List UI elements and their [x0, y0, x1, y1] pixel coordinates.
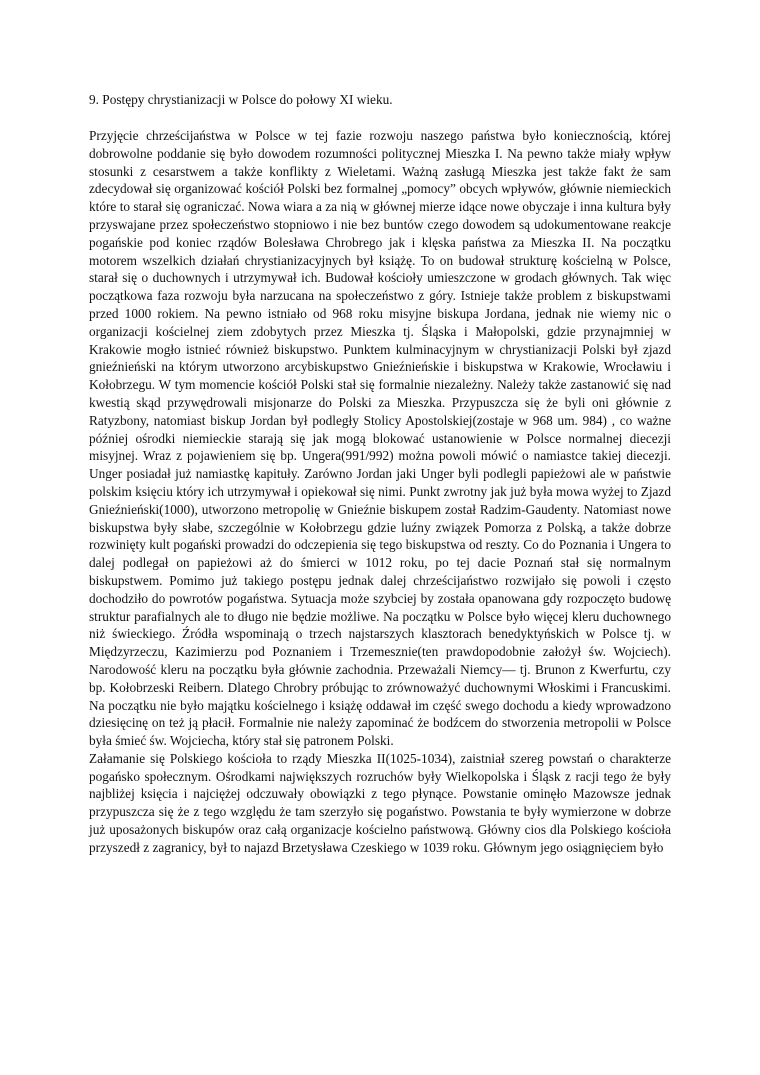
- body-paragraph-1: Przyjęcie chrześcijaństwa w Polsce w tej fazie rozwoju naszego państwa było koniecznością, której dobrowolne poddanie się było dowodem rozumności politycznej Mieszka I. Na pewno także miały wpływ stosunki z cesarstwem a także konflikty z Wieletami. Ważną zasługą Mieszka jest także fakt że sam zdecydował się organizować kościół Polski bez formalnej „pomocy” obcych wpływów, głównie niemieckich które to starał się ograniczać. Nowa wiara a za nią w głównej mierze idące nowe obyczaje i inna kultura były przyswajane przez społeczeństwo stopniowo i nie bez buntów czego dowodem są udokumentowane reakcje pogańskie pod koniec rządów Bolesława Chrobrego jak i klęska państwa za Mieszka II. Na początku motorem wszelkich działań chrystianizacyjnych był książę. To on budował strukturę kościelną w Polsce, starał się o duchownych i utrzymywał ich. Budował kościoły umieszczone w grodach głównych. Tak więc początkowa faza rozwoju była narzucana na społeczeństwo z góry. Istnieje także problem z biskupstwami przed 1000 rokiem. Na pewno istniało od 968 roku misyjne biskupa Jordana, jednak nie wiemy nic o organizacji kościelnej ziem zdobytych przez Mieszka tj. Śląska i Małopolski, gdzie przynajmniej w Krakowie mogło istnieć również biskupstwo. Punktem kulminacyjnym w chrystianizacji Polski był zjazd gnieźnieński na którym utworzono arcybiskupstwo Gnieźnieńskie i biskupstwa w Krakowie, Wrocławiu i Kołobrzegu. W tym momencie kościół Polski stał się formalnie niezależny. Należy także zastanowić się nad kwestią skąd przywędrowali misjonarze do Polski za Mieszka. Przypuszcza się że byli oni głównie z Ratyzbony, natomiast biskup Jordan był podległy Stolicy Apostolskiej(zostaje w 968 um. 984) , co ważne później ośrodki niemieckie starają się jak mogą blokować ustanowienie w Polsce normalnej diecezji misyjnej. Wraz z pojawieniem się bp. Ungera(991/992) można powoli mówić o namiastce takiej diecezji. Unger posiadał już namiastkę kapituły. Zarówno Jordan jaki Unger byli podlegli papieżowi ale w państwie polskim księciu który ich utrzymywał i opiekował się nimi. Punkt zwrotny jak już była mowa wyżej to Zjazd Gnieźnieński(1000), utworzono metropolię w Gnieźnie biskupem został Radzim-Gaudenty. Natomiast nowe biskupstwa były słabe, szczególnie w Kołobrzegu gdzie luźny związek Pomorza z Polską, a także dobrze rozwinięty kult pogański prowadzi do odczepienia się tego biskupstwa od reszty. Co do Poznania i Ungera to dalej podlegał on papieżowi aż do śmierci w 1012 roku, po tej dacie Poznań stał się normalnym biskupstwem. Pomimo już takiego postępu jednak dalej chrześcijaństwo rozwijało się powoli i często dochodziło do powrotów pogaństwa. Sytuacja może szybciej by została opanowana gdy rozpoczęto budowę struktur parafialnych ale to długo nie będzie możliwe. Na początku w Polsce było więcej kleru duchownego niż świeckiego. Źródła wspominają o trzech najstarszych klasztorach benedyktyńskich w Polsce tj. w Międzyrzeczu, Kazimierzu pod Poznaniem i Trzemesznie(ten prawdopodobnie założył św. Wojciech). Narodowość kleru na początku była głównie zachodnia. Przeważali Niemcy— tj. Brunon z Kwerfurtu, czy bp. Kołobrzeski Reibern. Dlatego Chrobry próbując to zrównoważyć duchownymi Włoskimi i Francuskimi. Na początku nie było majątku kościelnego i książę oddawał im część swego dochodu a kiedy wprowadzono dziesięcinę on też ją płacił. Formalnie nie należy zapominać że bodźcem do stworzenia metropolii w Polsce była śmieć św. Wojciecha, który stał się patronem Polski.: [89, 128, 671, 749]
- body-paragraph-2: Załamanie się Polskiego kościoła to rządy Mieszka II(1025-1034), zaistniał szereg powstań o charakterze pogańsko społecznym. Ośrodkami największych rozruchów były Wielkopolska i Śląsk z racji tego że były najbliżej księcia i najciężej odczuwały obowiązki z tego płynące. Powstanie ominęło Mazowsze jednak przypuszcza się że z tego względu że tam szerzyło się pogaństwo. Powstania te były wymierzone w dobrze już uposażonych biskupów oraz całą organizacje kościelno państwową. Główny cios dla Polskiego kościoła przyszedł z zagranicy, był to najazd Brzetysława Czeskiego w 1039 roku. Głównym jego osiągnięciem było: [89, 750, 671, 855]
- section-title: 9. Postępy chrystianizacji w Polsce do połowy XI wieku.: [89, 92, 393, 107]
